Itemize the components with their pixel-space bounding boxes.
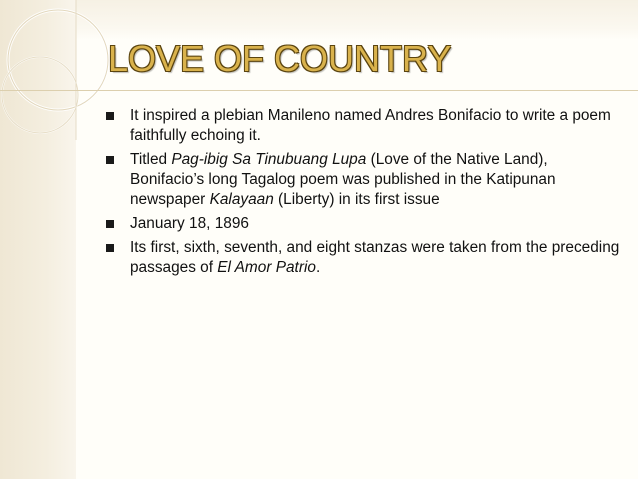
title-divider [0, 90, 638, 91]
slide-title: LOVE OF COUNTRY [108, 38, 452, 79]
bullet-item [104, 150, 624, 210]
text-run: January 18, 1896 [130, 215, 249, 232]
bullet-square-icon [106, 244, 114, 252]
bullet-text [130, 215, 249, 232]
bullet-square-icon [106, 220, 114, 228]
text-run: (Liberty) in its first issue [273, 191, 440, 208]
bullet-list [104, 106, 624, 282]
text-run: . [315, 259, 321, 276]
bullet-text [130, 151, 556, 208]
bullet-item [104, 214, 624, 234]
text-run: (Love of the Native Land), Bonifacio’s long Tagalog poem was published in the Katipunan newspaper [130, 151, 556, 208]
italic-text: El Amor Patrio [217, 259, 316, 276]
bullet-square-icon [106, 112, 114, 120]
text-run: Its first, sixth, seventh, and eight stanzas were taken from the preceding passages of [130, 239, 620, 276]
text-run: It inspired a plebian Manileno named Andres Bonifacio to write a poem faithfully echoing it. [130, 107, 611, 144]
text-run: Titled [130, 151, 172, 168]
top-decor-strip [76, 0, 638, 40]
bullet-item [104, 238, 624, 278]
bullet-text [130, 107, 611, 144]
bullet-item [104, 106, 624, 146]
bullet-text [130, 239, 619, 276]
bullet-square-icon [106, 156, 114, 164]
italic-text: Kalayaan [209, 191, 274, 208]
italic-text: Pag-ibig Sa Tinubuang Lupa [171, 151, 367, 168]
